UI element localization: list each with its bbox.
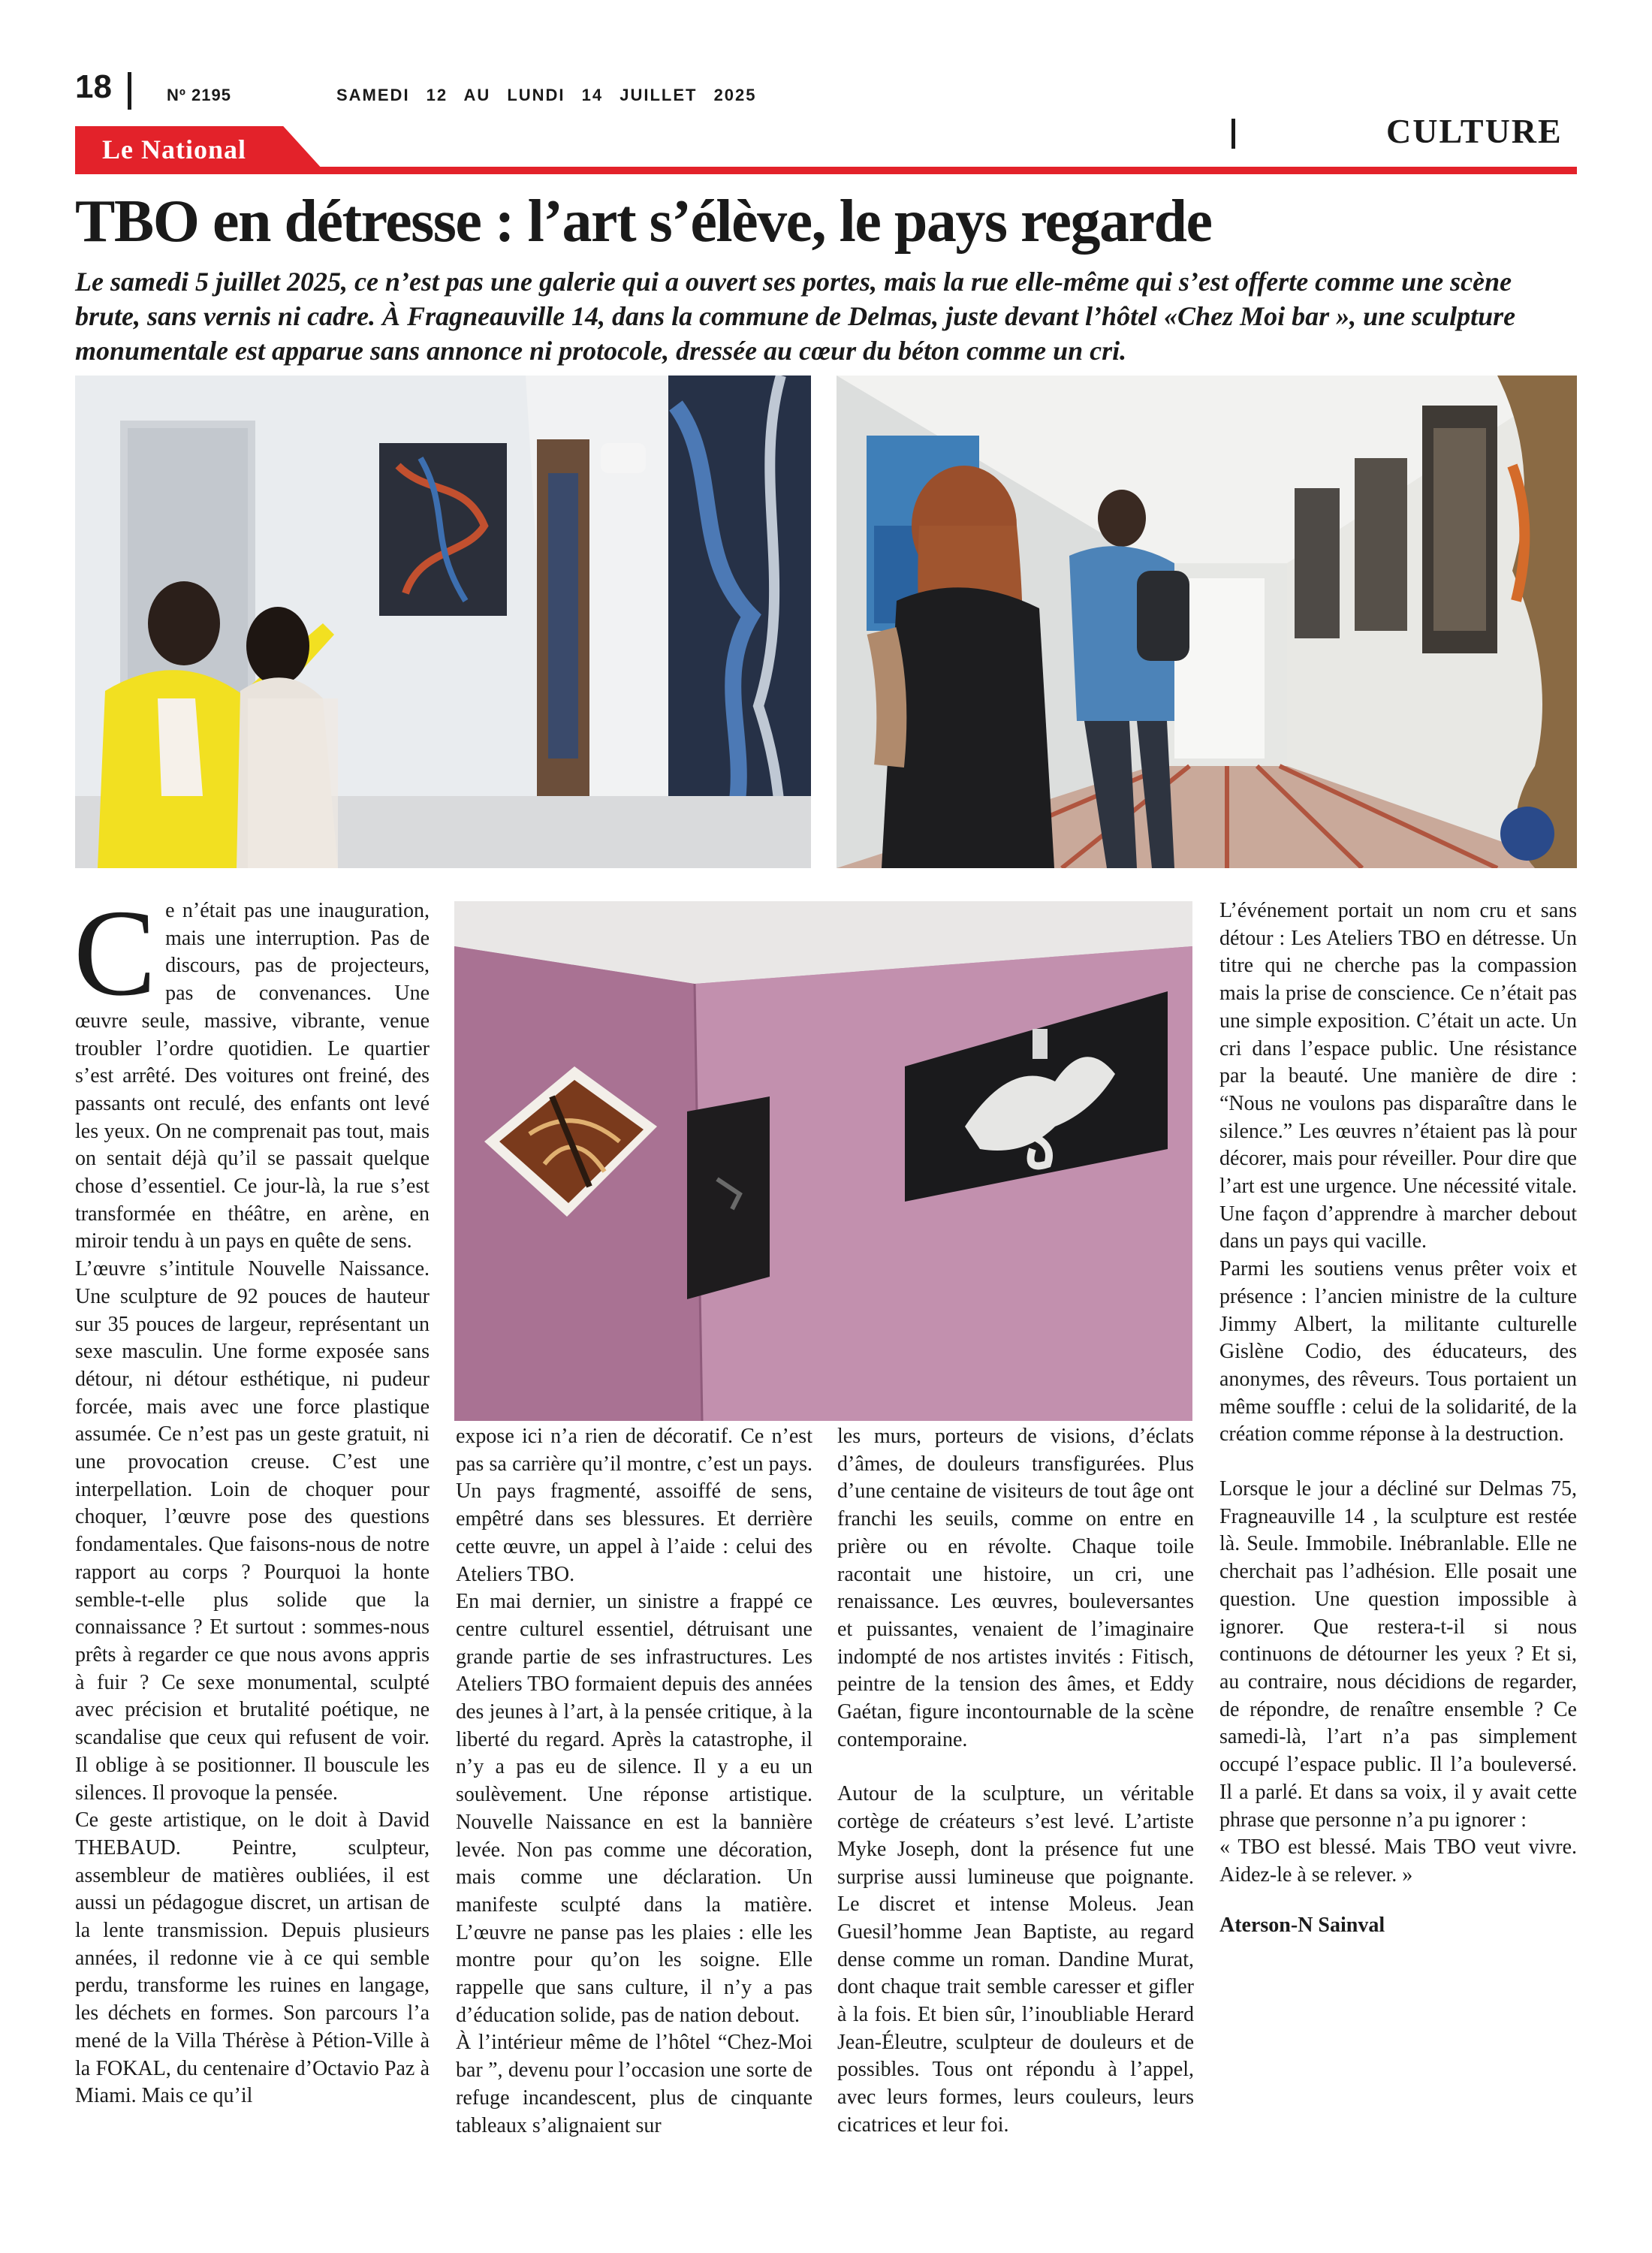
article-column-3 [837, 1423, 1194, 2140]
issue-date: SAMEDI 12 AU LUNDI 14 JUILLET 2025 [336, 86, 757, 104]
paragraph: L’œuvre s’intitule Nouvelle Naissance. Une sculpture de 92 pouces de hauteur sur 35 pouces de largeur, représentant un sexe masculin. Une forme exposée sans détour, ni détour esthétique, ni pudeur forcée, mais avec une force plastique assumée. Ce n’est pas un geste gratuit, ni une provocation creuse. C’est une interpellation. Loin de choquer pour choquer, l’œuvre pose des questions fondamentales. Que faisons-nous de notre rapport au corps ? Pourquoi la honte semble-t-elle plus solide que la connaissance ? Et surtout : sommes-nous prêts à regarder ce que nous avons appris à fuir ? Ce sexe monumental, sculpté avec précision et brutalité poétique, ne scandalise que ceux qui refusent de voir. Il oblige à se positionner. Il bouscule les silences. Il provoque la pensée. [75, 1257, 430, 1805]
page-number-divider [128, 72, 131, 110]
section-name: CULTURE [1386, 112, 1563, 150]
lede-line: Le samedi 5 juillet 2025, ce n’est pas une galerie qui a ouvert ses portes, mais la rue elle-même qui s’est offerte comme une scène [75, 267, 1512, 297]
paragraph: Autour de la sculpture, un véritable cortège de créateurs s’est levé. L’artiste Myke Joseph, dont la présence fut une surprise aussi lumineuse que poignante. Le discret et intense Moleus. Jean Guesil’homme Jean Baptiste, au regard dense comme un roman. Dandine Murat, dont chaque trait semble caresser et gifler à la fois. Et bien sûr, l’inoubliable Herard Jean-Éleutre, sculpteur de douleurs et de possibles. Tous ont répondu à l’appel, avec leurs formes, leurs couleurs, leurs cicatrices et leur foi. [837, 1782, 1194, 2137]
photo-visitors-viewing-painting [75, 376, 811, 868]
photo-corridor-visitors [837, 376, 1577, 868]
section-divider [1231, 119, 1235, 149]
paragraph: Lorsque le jour a décliné sur Delmas 75, Fragneauville 14 , la sculpture est restée là. Seule. Immobile. Inébranlable. Elle ne cherchait pas l’adhésion. Elle posait une question. Une question impossible à ignorer. Que restera-t-il si nous continuons de détourner les yeux ? Et si, au contraire, nous décidions de regarder, de répondre, de renaître ensemble ? Ce samedi-là, l’art n’a pas simplement occupé l’espace public. Il l’a bouleversé. Il a parlé. Et dans sa voix, il y avait cette phrase que personne n’a pu ignorer : [1219, 1477, 1577, 1832]
article-title: TBO en détresse : l’art s’élève, le pays regarde [75, 189, 1212, 255]
article-column-4 [1219, 897, 1577, 1939]
paragraph: expose ici n’a rien de décoratif. Ce n’est pas sa carrière qu’il montre, c’est un pays. Un pays fragmenté, assoiffé de sens, empêtré dans ses blessures. Et derrière cette œuvre, un appel à l’aide : celui des Ateliers TBO. [456, 1425, 812, 1586]
paragraph: Parmi les soutiens venus prêter voix et présence : l’ancien ministre de la culture Jimmy Albert, la militante culturelle Gislène Codio, des éducateurs, des anonymes, des rêveurs. Tous portaient un même souffle : celui de la solidarité, de la création comme réponse à la destruction. [1219, 1257, 1577, 1446]
drop-cap: C [74, 884, 157, 1021]
article-column-1 [74, 884, 430, 2110]
paragraph: Ce n’était pas une inauguration, mais une interruption. Pas de discours, pas de projecteurs, pas de convenances. Une œuvre seule, massive, vibrante, venue troubler l’ordre quotidien. Le quartier s’est arrêté. Des voitures ont freiné, des passants ont reculé, des enfants ont levé les yeux. On ne comprenait pas tout, mais on sentait déjà qu’il se passait quelque chose d’essentiel. Ce jour-là, la rue s’est transformée en théâtre, en arène, en miroir tendu à un pays en quête de sens. [74, 884, 430, 1253]
author-signature: Aterson-N Sainval [1219, 1913, 1385, 1937]
paragraph: Ce geste artistique, on le doit à David THEBAUD. Peintre, sculpteur, assembleur de matières oubliées, il est aussi un pédagogue discret, un artisan de la lente transmission. Depuis plusieurs années, il redonne vie à ce qui semble perdu, transforme les ruines en langage, les déchets en formes. Son parcours l’a mené de la Villa Thérèse à Pétion-Ville à la FOKAL, du centenaire d’Octavio Paz à Miami. Mais ce qu’il [75, 1808, 430, 2108]
article-column-2 [456, 1423, 812, 2140]
photo-paintings-purple-wall [454, 901, 1192, 1421]
article-lede [75, 264, 1577, 368]
paragraph: À l’intérieur même de l’hôtel “Chez-Moi bar ”, devenu pour l’occasion une sorte de refuge incandescent, plus de cinquante tableaux s’alignaient sur [456, 2031, 812, 2137]
brand-name: Le National [102, 134, 247, 164]
paragraph: les murs, porteurs de visions, d’éclats d’âmes, de douleurs transfigurées. Plus d’une centaine de visiteurs de tout âge ont franchi les seuils, comme on entre en prière ou en révolte. Chaque toile racontait une histoire, un cri, une renaissance. Les œuvres, bouleversantes et puissantes, venaient de l’imaginaire indompté de nos artistes invités : Fitisch, peintre de la tension des âmes, et Eddy Gaétan, figure incontournable de la scène contemporaine. [837, 1425, 1194, 1751]
lede-line: monumentale est apparue sans annonce ni protocole, dressée au cœur du béton comme un cri. [75, 336, 1127, 366]
paragraph: En mai dernier, un sinistre a frappé ce centre culturel essentiel, détruisant une grande partie de ses infrastructures. Les Ateliers TBO formaient depuis des années des jeunes à l’art, à la pensée critique, à la liberté du regard. Après la catastrophe, il n’y a pas eu de silence. Il y a eu un soulèvement. Une réponse artistique. Nouvelle Naissance en est la bannière levée. Non pas comme une décoration, mais comme une déclaration. Un manifeste sculpté dans la matière. L’œuvre ne panse pas les plaies : elle les montre pour qu’on les soigne. Elle rappelle que sans culture, il n’y a pas d’éducation solide, pas de nation debout. [456, 1590, 812, 2027]
header-rule [75, 167, 1577, 174]
paragraph: L’événement portait un nom cru et sans détour : Les Ateliers TBO en détresse. Un titre qui ne cherche pas la compassion mais la prise de conscience. Ce n’était pas une simple exposition. C’était un acte. Un cri dans l’espace public. Une résistance par la beauté. Une manière de dire : “Nous ne voulons pas disparaître dans le silence.” Les œuvres n’étaient pas là pour décorer, mais pour réveiller. Pour dire que l’art est une urgence. Une nécessité vitale. Une façon d’apprendre à marcher debout dans un pays qui vacille. [1219, 899, 1577, 1253]
page-number: 18 [75, 68, 112, 105]
closing-quote: « TBO est blessé. Mais TBO veut vivre. Aidez-le à se relever. » [1219, 1835, 1577, 1887]
issue-number: Nº 2195 [167, 86, 231, 104]
lede-line: brute, sans vernis ni cadre. À Fragneauville 14, dans la commune de Delmas, juste devant l’hôtel «Chez Moi bar », une sculpture [75, 301, 1516, 331]
